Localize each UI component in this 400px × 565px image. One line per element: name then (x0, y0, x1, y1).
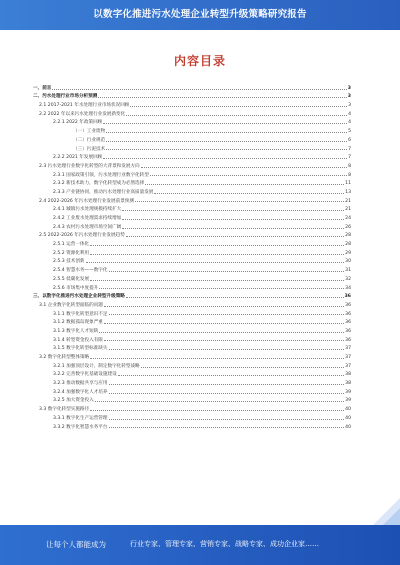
toc-heading: 内容目录 (173, 54, 226, 68)
toc-page-number: 38 (345, 381, 351, 387)
toc-entry[interactable] (33, 99, 351, 108)
toc-entry[interactable] (33, 247, 351, 256)
toc-page-number: 32 (345, 276, 351, 282)
toc-leader-dots (104, 306, 344, 307)
toc-entry[interactable] (33, 308, 351, 317)
toc-entry-title: 2.2.1 2022 年政策回顾 (53, 120, 103, 126)
toc-entry-title: 2.5.2 资源化利用 (53, 250, 90, 256)
toc-leader-dots (90, 358, 344, 359)
toc-leader-dots (90, 280, 344, 281)
toc-entry-title: 2.3.1 国家政策引领，污水处理行业数字化转型 (53, 172, 149, 178)
toc-entry-title: 三、以数字化推进污水处理企业转型升级策略 (33, 294, 125, 300)
toc-entry[interactable] (33, 178, 351, 187)
toc-leader-dots (122, 219, 344, 220)
toc-page-number: 39 (345, 389, 351, 395)
toc-page-number: 21 (345, 198, 351, 204)
toc-page-number: 34 (345, 285, 351, 291)
toc-entry[interactable] (33, 82, 351, 91)
toc-leader-dots (118, 375, 344, 376)
toc-page-number: 4 (348, 111, 351, 117)
toc-entry[interactable] (33, 204, 351, 213)
toc-entry[interactable] (33, 117, 351, 126)
toc-entry[interactable] (33, 325, 351, 334)
corner-decoration-icon (370, 498, 400, 528)
toc-entry[interactable] (33, 230, 351, 239)
toc-entry[interactable] (33, 134, 351, 143)
toc-entry-title: 2.5.4 智慧水务——数字化 (53, 268, 108, 274)
toc-leader-dots (106, 132, 347, 133)
toc-entry-title: 3.3 数字化转型实施路径 (39, 407, 90, 413)
toc-entry[interactable] (33, 91, 351, 100)
toc-entry-title: 3.3.1 数字化生产运营管理 (53, 415, 108, 421)
toc-leader-dots (130, 106, 347, 107)
toc-entry[interactable] (33, 369, 351, 378)
toc-entry[interactable] (33, 377, 351, 386)
toc-leader-dots (150, 175, 347, 176)
toc-leader-dots (106, 149, 347, 150)
toc-page-number: 13 (345, 189, 351, 195)
toc-leader-dots (109, 384, 345, 385)
toc-page-number: 37 (345, 346, 351, 352)
toc-page-number: 36 (345, 328, 351, 334)
toc-entry-title: 2.5.6 市场集中度提升 (53, 285, 99, 291)
toc-entry-title: 2.2 2022 年以来污水处理行业发展新变化 (39, 111, 126, 117)
toc-page-number: 36 (345, 311, 351, 317)
toc-page-number: 29 (345, 250, 351, 256)
toc-leader-dots (95, 401, 344, 402)
toc-page-number: 30 (345, 259, 351, 265)
toc-page-number: 37 (345, 363, 351, 369)
toc-leader-dots (145, 184, 344, 185)
toc-entry[interactable] (33, 351, 351, 360)
toc-page-number: 3 (348, 103, 351, 109)
toc-entry[interactable] (33, 125, 351, 134)
toc-entry-title: 2.4.2 工业废水处理需求持续增加 (53, 216, 122, 221)
footer-roles: 行业专家、管理专家、营销专家、战略专家、成功企业家…… (130, 540, 319, 548)
toc-entry[interactable] (33, 421, 351, 430)
toc-page-number: 21 (345, 207, 351, 213)
toc-page-number: 40 (345, 407, 351, 413)
toc-entry-title: 2.1 2017-2021 年水处理行业市场状况回顾 (39, 103, 130, 109)
toc-page-number: 40 (345, 424, 351, 430)
toc-entry[interactable] (33, 152, 351, 161)
toc-page-number: 5 (348, 129, 351, 135)
toc-entry[interactable] (33, 264, 351, 273)
toc-page-number: 36 (345, 320, 351, 326)
toc-page-number: 4 (348, 120, 351, 126)
toc-entry[interactable] (33, 143, 351, 152)
toc-entry-title: （二）行业规范 (73, 137, 106, 143)
toc-entry-title: 2.4.3 农村污水处理市场空间广阔 (53, 224, 122, 230)
toc-entry[interactable] (33, 256, 351, 265)
toc-entry[interactable] (33, 108, 351, 117)
toc-entry-title: 3.2.4 加强数字化人才培养 (53, 389, 108, 395)
toc-entry[interactable] (33, 169, 351, 178)
toc-page-number: 24 (345, 216, 351, 221)
toc-leader-dots (126, 236, 344, 237)
toc-entry-title: 3.1.5 数字化转型标准缺失 (53, 346, 108, 352)
toc-page-number: 26 (345, 224, 351, 230)
footer-slogan: 让每个人都能成为 (46, 540, 106, 549)
toc-entry[interactable] (33, 160, 351, 169)
toc-entry-title: 3.1.2 数据孤岛现象严重 (53, 320, 103, 326)
toc-leader-dots (154, 193, 344, 194)
report-header (0, 0, 400, 30)
toc-leader-dots (126, 297, 344, 298)
toc-page-number: 28 (345, 233, 351, 239)
toc-entry[interactable] (33, 395, 351, 404)
toc-leader-dots (98, 97, 346, 98)
toc-entry[interactable] (33, 299, 351, 308)
toc-page-number: 3 (347, 94, 351, 100)
toc-entry[interactable] (33, 317, 351, 326)
toc-page-number: 7 (348, 146, 351, 152)
toc-entry-title: （三）污泥技术 (73, 146, 106, 152)
toc-page-number: 31 (345, 268, 351, 274)
toc-entry-title: 3.2.3 推动数据共享与应用 (53, 381, 108, 387)
toc-leader-dots (122, 228, 344, 229)
footer-banner (0, 525, 400, 565)
toc-leader-dots (109, 393, 345, 394)
toc-entry-title: 2.2.2 2021 年发展回顾 (53, 155, 103, 161)
toc-entry[interactable] (33, 291, 351, 300)
report-title: 以数字化推进污水处理企业转型升级策略研究报告 (93, 9, 307, 20)
toc-entry-title: 3.2 数字化转型整体策略 (39, 355, 90, 360)
toc-leader-dots (109, 314, 345, 315)
toc-page-number: 11 (345, 181, 351, 187)
toc-page-number: 7 (348, 155, 351, 161)
toc-entry-title: 2.5 2022-2026 年污水处理行业发展趋势 (39, 233, 125, 239)
toc-leader-dots (109, 349, 345, 350)
toc-page-number: 38 (345, 372, 351, 378)
toc-entry-title: 3.1.1 数字化转型意识不足 (53, 311, 108, 317)
toc-leader-dots (90, 245, 344, 246)
toc-leader-dots (122, 210, 344, 211)
toc-leader-dots (90, 410, 344, 411)
toc-entry[interactable] (33, 221, 351, 230)
toc-leader-dots (104, 323, 344, 324)
toc-leader-dots (141, 367, 344, 368)
toc-entry[interactable] (33, 403, 351, 412)
toc-leader-dots (135, 201, 344, 202)
toc-entry[interactable] (33, 343, 351, 352)
toc-leader-dots (126, 115, 347, 116)
toc-leader-dots (103, 158, 347, 159)
toc-entry-title: 3.1 企业数字化转型面临的问题 (39, 302, 103, 308)
toc-entry-title: （一）工业废物 (73, 129, 106, 135)
toc-page-number: 36 (344, 294, 351, 300)
toc-entry-title: 一、前言 (33, 85, 52, 91)
toc-entry[interactable] (33, 212, 351, 221)
toc-page-number: 6 (348, 137, 351, 143)
toc-leader-dots (109, 419, 345, 420)
toc-entry-title: 3.1.4 转型资金投入有限 (53, 337, 103, 343)
toc-entry-title: 3.2.1 加强顶层设计，制定数字化转型战略 (53, 363, 140, 369)
toc-leader-dots (99, 332, 344, 333)
toc-page-number: 36 (345, 302, 351, 308)
toc-entry[interactable] (33, 273, 351, 282)
toc-entry-title: 2.3 污水处理行业数字化转型的大背景和发展方向 (39, 163, 140, 169)
toc-entry[interactable] (33, 195, 351, 204)
toc-page-number: 3 (347, 85, 351, 91)
toc-page-number: 36 (345, 337, 351, 343)
toc-entry-title: 2.4.1 城镇污水处理规模持续扩大 (53, 207, 122, 213)
toc-page-number: 8 (348, 172, 351, 178)
toc-entry-title: 3.1.3 数字化人才短缺 (53, 328, 99, 334)
toc-page-number: 39 (345, 398, 351, 404)
toc-page-number: 8 (348, 163, 351, 169)
toc-entry[interactable] (33, 238, 351, 247)
toc-entry[interactable] (33, 282, 351, 291)
toc-entry-title: 2.3.3 产业链协同，推动污水处理行业高质量发展 (53, 189, 154, 195)
toc-leader-dots (86, 262, 345, 263)
toc-entry[interactable] (33, 186, 351, 195)
toc-leader-dots (52, 89, 346, 90)
toc-leader-dots (141, 167, 347, 168)
toc-leader-dots (103, 123, 347, 124)
toc-entry-title: 2.5.1 运营一体化 (53, 242, 90, 248)
toc-entry-title: 2.3.2 新技术助力，数字化转型成为必然选择 (53, 181, 145, 187)
table-of-contents (33, 82, 351, 430)
toc-leader-dots (104, 340, 344, 341)
toc-leader-dots (106, 141, 347, 142)
toc-entry-title: 3.2.5 加大资金投入 (53, 398, 94, 404)
toc-entry[interactable] (33, 412, 351, 421)
toc-leader-dots (109, 427, 345, 428)
toc-entry-title: 2.4 2022-2026 年污水处理行业发展前景预测 (39, 198, 134, 204)
toc-page-number: 37 (345, 355, 351, 360)
toc-leader-dots (109, 271, 345, 272)
toc-entry[interactable] (33, 334, 351, 343)
toc-entry[interactable] (33, 386, 351, 395)
toc-entry-title: 二、污水处理行业市场分析预测 (33, 94, 98, 100)
toc-entry-title: 2.5.5 低碳化发展 (53, 276, 90, 282)
toc-page-number: 28 (345, 242, 351, 248)
toc-entry-title: 3.2.2 完善数字化基础设施建设 (53, 372, 117, 378)
toc-entry-title: 2.5.3 技术创新 (53, 259, 85, 265)
toc-entry-title: 3.3.2 数字化智慧水务平台 (53, 424, 108, 430)
toc-leader-dots (99, 288, 344, 289)
toc-entry[interactable] (33, 360, 351, 369)
toc-page-number: 40 (345, 415, 351, 421)
toc-leader-dots (90, 254, 344, 255)
